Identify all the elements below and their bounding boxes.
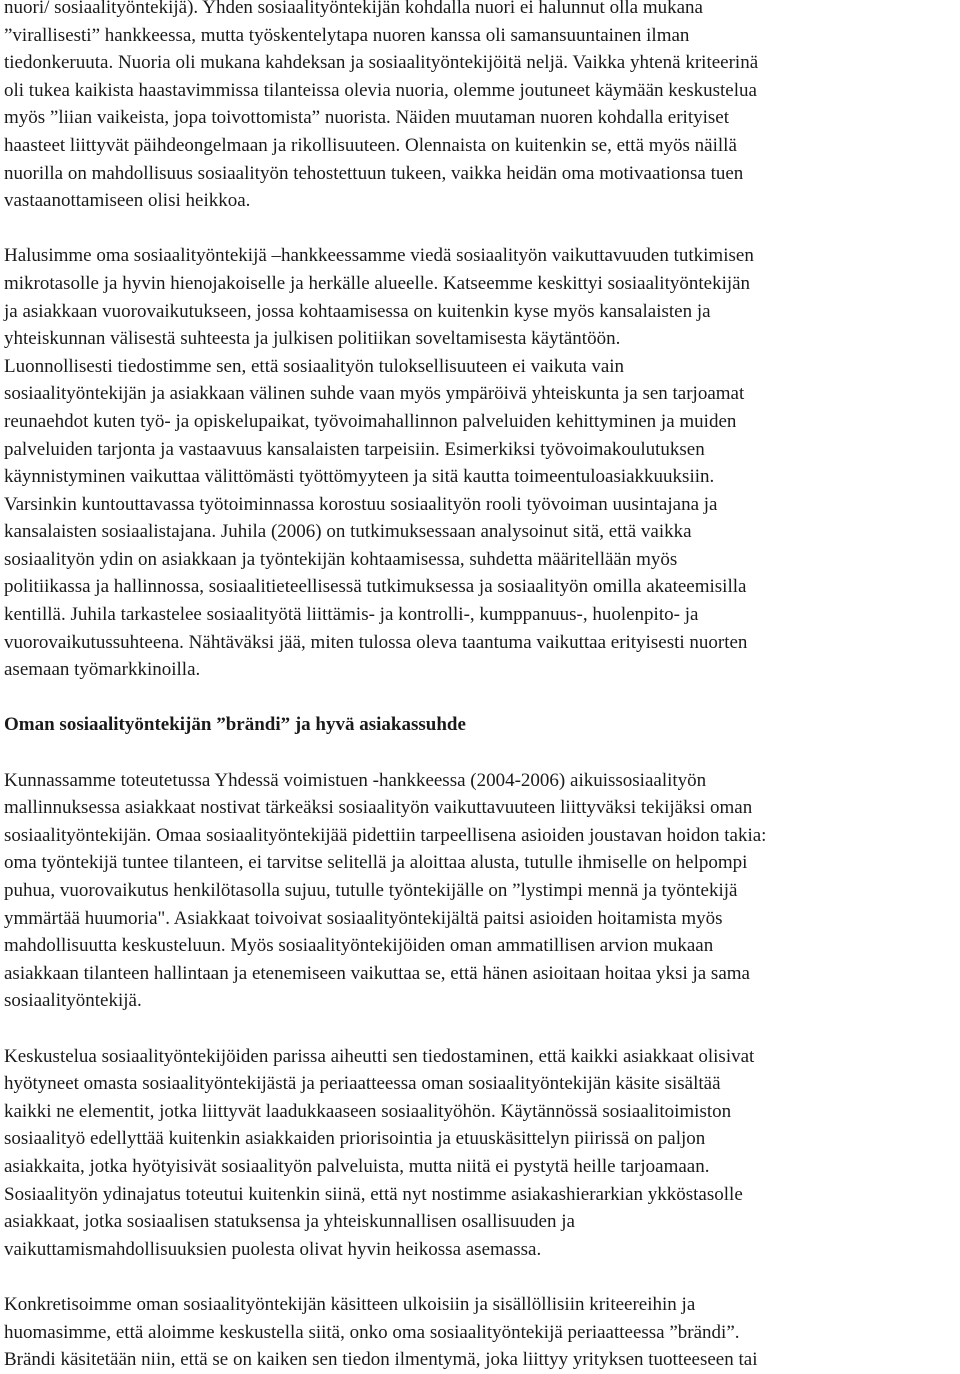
paragraph-spacer: [4, 1263, 956, 1291]
body-paragraph: Kunnassamme toteutetussa Yhdessä voimistuen -hankkeessa (2004-2006) aikuissosiaalityön mallinnuksessa asiakkaat nostivat tärkeäksi sosiaalityön vaikuttavuuteen liittyväksi tekijäksi oman sosiaalityöntekijän. Omaa sosiaalityöntekijää pidettiin tarpeellisena asioiden joustavan hoidon takia: oma työntekijä tuntee tilanteen, ei tarvitse selitellä ja aloittaa alusta, tutulle ihmiselle on helpompi puhua, vuorovaikutus henkilötasolla sujuu, tutulle työntekijälle on ”lystimpi mennä ja työntekijä ymmärtää huumoria". Asiakkaat toivoivat sosiaalityöntekijältä paitsi asioiden hoitamista myös mahdollisuutta keskusteluun. Myös sosiaalityöntekijöiden oman ammatillisen arvion mukaan asiakkaan tilanteen hallintaan ja etenemiseen vaikuttaa se, että hänen asioitaan hoitaa yksi ja sama sosiaalityöntekijä.: [4, 769, 767, 1012]
paragraph-spacer: [4, 215, 956, 243]
paragraph-spacer: [4, 684, 956, 712]
paragraph-spacer: [4, 1015, 956, 1043]
document-page: [4, 0, 956, 1374]
body-paragraph: Keskustelua sosiaalityöntekijöiden parissa aiheutti sen tiedostaminen, että kaikki asiakkaat olisivat hyötyneet omasta sosiaalityöntekijästä ja periaatteessa oman sosiaalityöntekijän käsite sisältää kaikki ne elementit, jotka liittyvät laadukkaaseen sosiaalityöhön. Käytännössä sosiaalitoimiston sosiaalityö edellyttää kuitenkin asiakkaiden priorisointia ja etuuskäsittelyn piirissä on paljon asiakkaita, jotka hyötyisivät sosiaalityön palveluista, mutta niitä ei pystytä heille tarjoamaan. Sosiaalityön ydinajatus toteutui kuitenkin siinä, että nyt nostimme asiakashierarkian ykköstasolle asiakkaat, jotka sosiaalisen statuksensa ja yhteiskunnallisen osallisuuden ja vaikuttamismahdollisuuksien puolesta olivat hyvin heikossa asemassa.: [4, 1045, 755, 1260]
body-paragraph: Konkretisoimme oman sosiaalityöntekijän käsitteen ulkoisiin ja sisällöllisiin kriteereihin ja huomasimme, että aloimme keskustella siitä, onko oma sosiaalityöntekijä periaatteessa ”brändi”. Brändi käsitetään niin, että se on kaiken sen tiedon ilmentymä, joka liittyy yrityksen tuotteeseen tai: [4, 1293, 758, 1371]
section-heading: Oman sosiaalityöntekijän ”brändi” ja hyvä asiakassuhde: [4, 714, 466, 736]
paragraph-spacer: [4, 739, 956, 767]
body-paragraph: nuori/ sosiaalityöntekijä). Yhden sosiaalityöntekijän kohdalla nuori ei halunnut olla mukana ”virallisesti” hankkeessa, mutta työskentelytapa nuoren kanssa oli samansuuntainen ilman tiedonkeruuta. Nuoria oli mukana kahdeksan ja sosiaalityöntekijöitä neljä. Vaikka yhtenä kriteerinä oli tukea kaikista haastavimmissa tilanteissa olevia nuoria, olemme joutuneet käymään keskustelua myös ”liian vaikeista, jopa toivottomista” nuorista. Näiden muutaman nuoren kohdalla erityiset haasteet liittyvät päihdeongelmaan ja rikollisuuteen. Olennaista on kuitenkin se, että myös näillä nuorilla on mahdollisuus sosiaalityön tehostettuun tukeen, vaikka heidän oma motivaationsa tuen vastaanottamiseen olisi heikkoa.: [4, 0, 759, 212]
body-paragraph: Halusimme oma sosiaalityöntekijä –hankkeessamme viedä sosiaalityön vaikuttavuuden tutkimisen mikrotasolle ja hyvin hienojakoiselle ja herkälle alueelle. Katseemme keskittyi sosiaalityöntekijän ja asiakkaan vuorovaikutukseen, jossa kohtaamisessa on kuitenkin kyse myös kansalaisten ja yhteiskunnan välisestä suhteesta ja julkisen politiikan soveltamisesta käytäntöön. Luonnollisesti tiedostimme sen, että sosiaalityön tuloksellisuuteen ei vaikuta vain sosiaalityöntekijän ja asiakkaan välinen suhde vaan myös ympäröivä yhteiskunta ja sen tarjoamat reunaehdot kuten työ- ja opiskelupaikat, työvoimahallinnon palveluiden kehittyminen ja muiden palveluiden tarjonta ja vastaavuus kansalaisten tarpeisiin. Esimerkiksi työvoimakoulutuksen käynnistyminen vaikuttaa välittömästi työttömyyteen ja sitä kautta toimeentuloasiakkuuksiin. Varsinkin kuntouttavassa työtoiminnassa korostuu sosiaalityön rooli työvoiman uusintajana ja kansalaisten sosiaalistajana. Juhila (2006) on tutkimuksessaan analysoinut sitä, että vaikka sosiaalityön ydin on asiakkaan ja työntekijän kohtaamisessa, suhdetta määritellään myös politiikassa ja hallinnossa, sosiaalitieteellisessä tutkimuksessa ja sosiaalityön omilla akateemisilla kentillä. Juhila tarkastelee sosiaalityötä liittämis- ja kontrolli-, kumppanuus-, huolenpito- ja vuorovaikutussuhteena. Nähtäväksi jää, miten tulossa oleva taantuma vaikuttaa erityisesti nuorten asemaan työmarkkinoilla.: [4, 245, 754, 681]
